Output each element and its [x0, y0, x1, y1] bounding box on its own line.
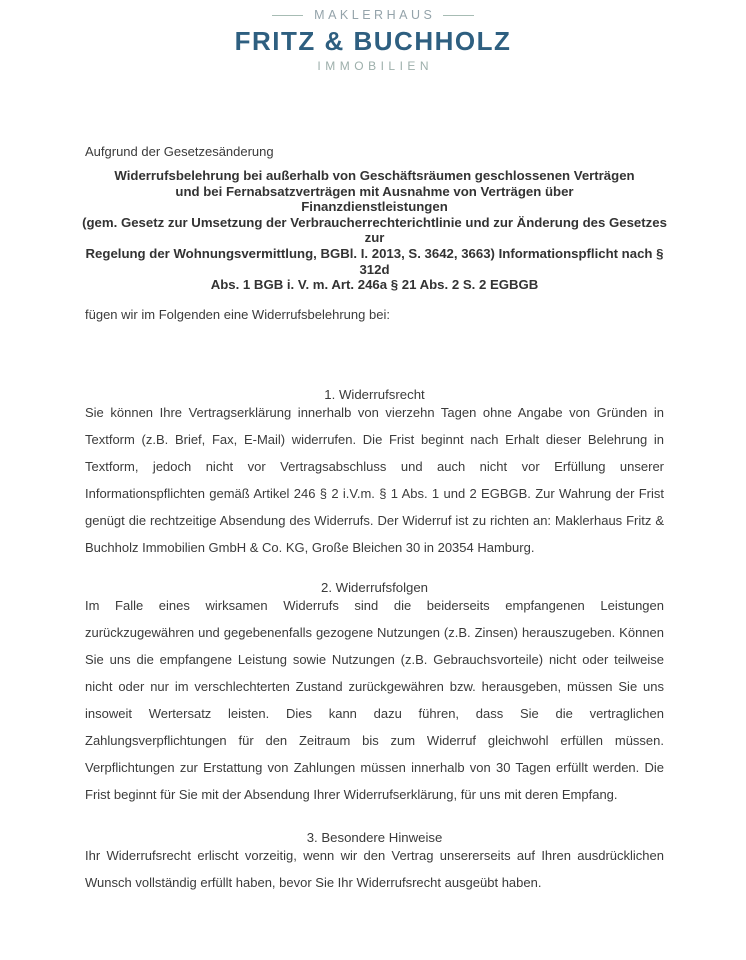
section-heading: 3. Besondere Hinweise: [306, 829, 443, 845]
document-title-line: Widerrufsbelehrung bei außerhalb von Geschäftsräumen geschlossenen Verträgen: [114, 168, 635, 183]
logo-immobilien-text: IMMOBILIEN: [317, 59, 434, 73]
section-heading: 2. Widerrufsfolgen: [320, 579, 428, 595]
section-body: Im Falle eines wirksamen Widerrufs sind die beiderseits empfangenen Leistungen zurückzugewähren und gegebenenfalls gezogene Nutzungen (z.B. Zinsen) herauszugeben. Können Sie uns die empfangene Leistung sowie Nutzungen (z.B. Gebrauchsvorteile) nicht oder teilweise nicht oder nur im verschlechterten Zustand zurückgewähren bzw. herausgeben, müssen Sie uns insoweit Wertersatz leisten. Dies kann dazu führen, dass Sie die vertraglichen Zahlungsverpflichtungen für den Zeitraum bis zum Widerruf gleichwohl erfüllen müssen. Verpflichtungen zur Erstattung von Zahlungen müssen innerhalb von 30 Tagen erfüllt werden. Die Frist beginnt für Sie mit der Absendung Ihrer Widerrufserklärung, für uns mit deren Empfang.: [85, 597, 664, 802]
document-title-line: Finanzdienstleistungen: [301, 199, 448, 215]
logo-maklerhaus-text: MAKLERHAUS: [314, 8, 436, 22]
document-content: [0, 142, 746, 896]
section-besondere-hinweise: [85, 828, 664, 896]
document-title-line: Abs. 1 BGB i. V. m. Art. 246a § 21 Abs. 2 S. 2 EGBGB: [210, 277, 539, 293]
logo-rule-left: [272, 15, 303, 16]
intro-line: Aufgrund der Gesetzesänderung: [85, 144, 274, 159]
section-heading: 1. Widerrufsrecht: [324, 386, 425, 402]
section-body: Sie können Ihre Vertragserklärung innerhalb von vierzehn Tagen ohne Angabe von Gründen in Textform (z.B. Brief, Fax, E-Mail) widerrufen. Die Frist beginnt nach Erhalt dieser Belehrung in Textform, jedoch nicht vor Vertragsabschluss und auch nicht vor Erfüllung unserer Informationspflichten gemäß Artikel 246 § 2 i.V.m. § 1 Abs. 1 und 2 EGBGB. Zur Wahrung der Frist genügt die rechtzeitige Absendung des Widerrufs. Der Widerruf ist zu richten an: Maklerhaus Fritz & Buchholz Immobilien GmbH & Co. KG, Große Bleichen 30 in 20354 Hamburg.: [85, 404, 664, 555]
lead-line: fügen wir im Folgenden eine Widerrufsbelehrung bei:: [85, 306, 390, 322]
document-title-line: Regelung der Wohnungsvermittlung, BGBl. I. 2013, S. 3642, 3663) Informationspflicht nach §: [85, 245, 664, 261]
document-title: [82, 168, 667, 293]
document-title-line: 312d: [359, 261, 390, 277]
section-body: Ihr Widerrufsrecht erlischt vorzeitig, wenn wir den Vertrag unsererseits auf Ihren ausdrücklichen Wunsch vollständig erfüllt haben, bevor Sie Ihr Widerrufsrecht ausgeübt haben.: [85, 847, 664, 890]
section-widerrufsfolgen: [85, 578, 664, 808]
company-logo: [0, 0, 746, 74]
logo-company-name: FRITZ & BUCHHOLZ: [234, 26, 512, 56]
document-title-line: und bei Fernabsatzverträgen mit Ausnahme von Verträgen über: [175, 183, 574, 199]
section-widerrufsrecht: [85, 385, 664, 561]
document-title-line: zur: [364, 230, 385, 246]
logo-rule-right: [443, 15, 474, 16]
document-title-line: (gem. Gesetz zur Umsetzung der Verbraucherrechterichtlinie und zur Änderung des Gesetzes: [82, 214, 667, 230]
logo-top-row: [272, 8, 475, 23]
